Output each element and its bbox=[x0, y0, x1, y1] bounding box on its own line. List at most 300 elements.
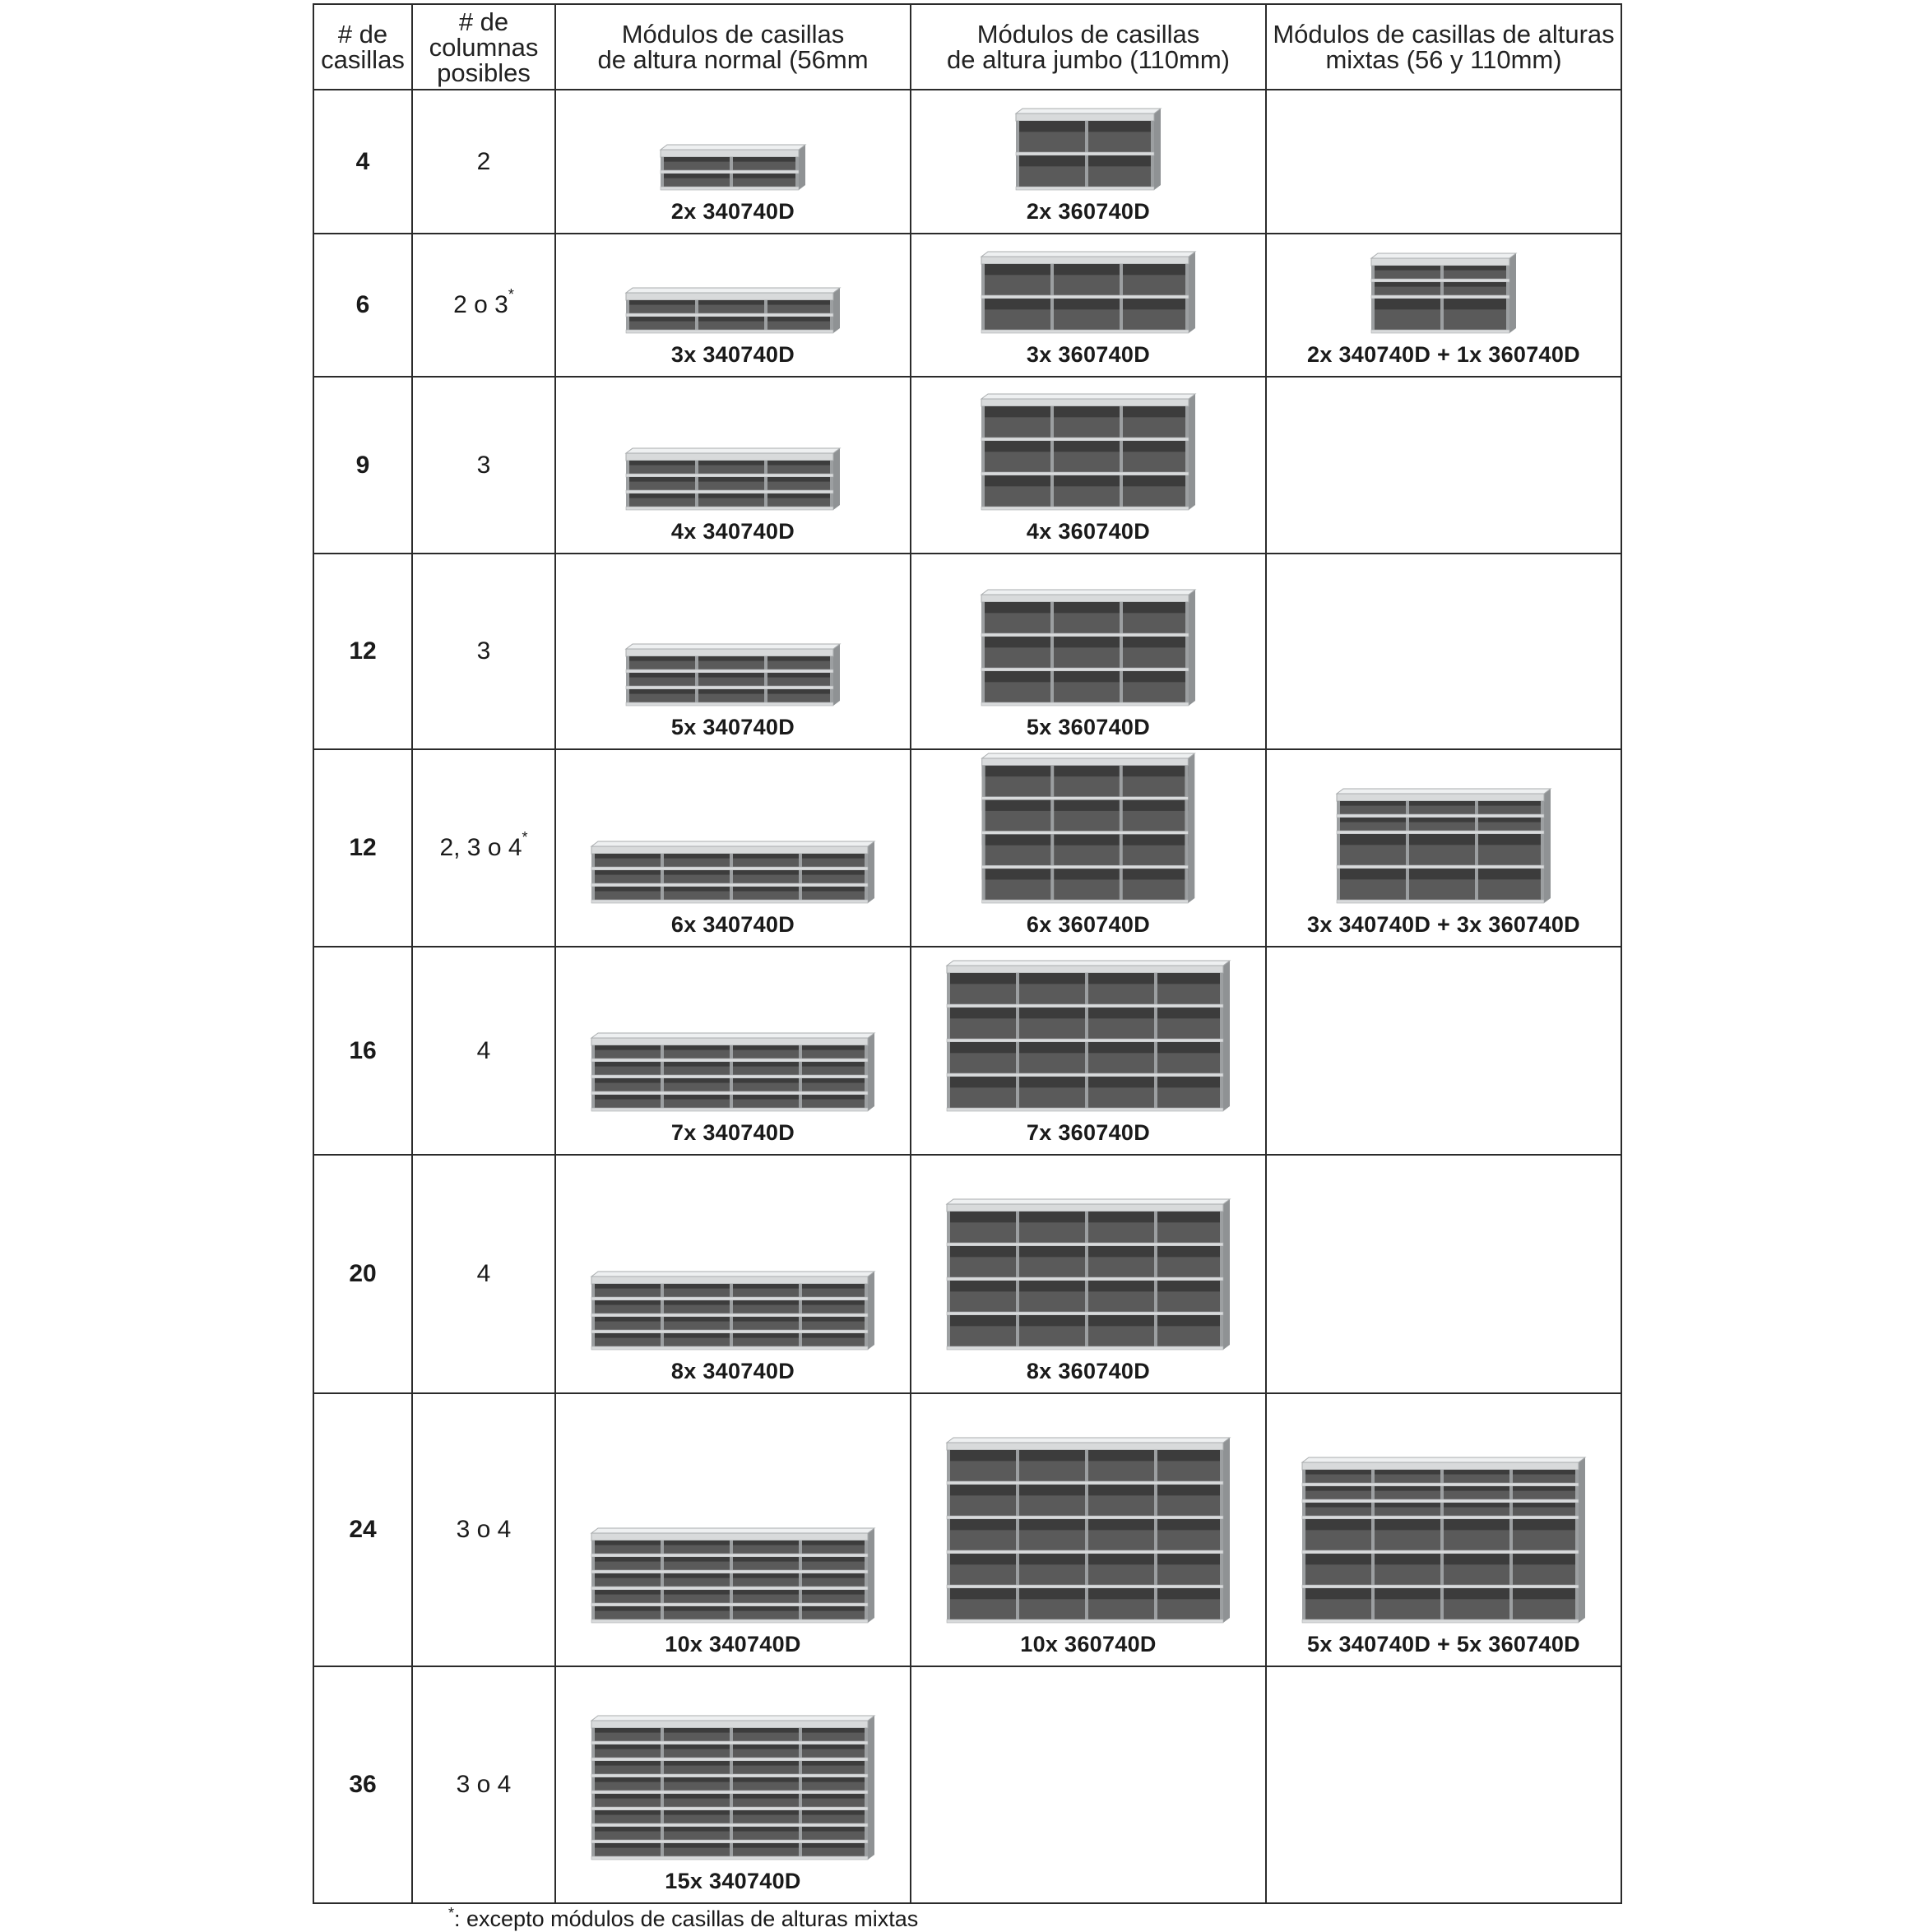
jumbo-r6-shelf bbox=[947, 1346, 1223, 1350]
jumbo-r4-tier-shadow-3 bbox=[982, 869, 1189, 879]
mixed-r7-shelf bbox=[1302, 1483, 1579, 1486]
normal-r8-divider bbox=[799, 1777, 802, 1791]
jumbo-r3-shelf bbox=[981, 702, 1189, 706]
normal-r8-divider bbox=[661, 1827, 664, 1840]
mixed-r7-divider bbox=[1575, 1588, 1579, 1619]
jumbo-r5-divider bbox=[1085, 1077, 1088, 1108]
jumbo-r1-divider bbox=[1185, 264, 1189, 295]
jumbo-r0-divider bbox=[1016, 121, 1019, 152]
normal-r1-divider bbox=[764, 317, 767, 330]
jumbo-r4-shelf bbox=[982, 831, 1189, 834]
mixed-r7-unit-illustration bbox=[1301, 1456, 1587, 1624]
normal-r3-divider bbox=[764, 689, 767, 702]
jumbo-r2-shelf bbox=[981, 472, 1189, 475]
mixed-r4-divider bbox=[1337, 834, 1340, 865]
normal-r8-divider bbox=[865, 1744, 868, 1758]
jumbo-r5-shelf bbox=[947, 1073, 1223, 1077]
jumbo-r7-divider bbox=[947, 1519, 950, 1550]
jumbo-r7-divider bbox=[1154, 1485, 1157, 1516]
jumbo-r7-shelf bbox=[947, 1481, 1223, 1485]
columnas-value: 4 bbox=[476, 1260, 491, 1287]
jumbo-r1-side-panel bbox=[1189, 252, 1195, 333]
jumbo-r0-lid-top bbox=[1016, 109, 1161, 114]
jumbo-r2-divider bbox=[1120, 475, 1123, 507]
jumbo-r3-divider bbox=[981, 671, 985, 702]
jumbo-r2-divider bbox=[1185, 406, 1189, 438]
mixed-r4-divider bbox=[1541, 801, 1544, 814]
normal-r7-divider bbox=[730, 1541, 733, 1554]
jumbo-r4-divider bbox=[1120, 834, 1123, 865]
columnas-value: 3 bbox=[476, 637, 491, 665]
normal-cell bbox=[555, 1155, 911, 1393]
jumbo-r2-divider bbox=[1120, 406, 1123, 438]
mixed-r1-shelf bbox=[1371, 330, 1509, 333]
normal-cell bbox=[555, 1393, 911, 1666]
jumbo-r5-divider bbox=[947, 973, 950, 1004]
jumbo-r1-divider bbox=[1120, 264, 1123, 295]
jumbo-r5-side-panel bbox=[1223, 961, 1230, 1111]
casillas-count: 16 bbox=[313, 947, 412, 1155]
mixed-r7-divider bbox=[1302, 1470, 1305, 1483]
jumbo-r4-divider bbox=[982, 834, 985, 865]
mixed-cell bbox=[1266, 749, 1621, 947]
jumbo-r2-lid-top bbox=[981, 394, 1195, 399]
jumbo-r5-divider bbox=[1016, 973, 1019, 1004]
columnas-value: 4 bbox=[476, 1036, 491, 1064]
normal-r6-divider bbox=[865, 1300, 868, 1313]
normal-r5-shelf bbox=[591, 1091, 868, 1095]
normal-r8-divider bbox=[799, 1761, 802, 1774]
normal-r7-divider bbox=[661, 1541, 664, 1554]
jumbo-r5-divider bbox=[1220, 1042, 1223, 1073]
normal-r8-divider bbox=[730, 1810, 733, 1823]
normal-r7-lid bbox=[591, 1533, 868, 1541]
normal-module-figure bbox=[556, 947, 910, 1154]
jumbo-module-label: 5x 360740D bbox=[1026, 715, 1151, 739]
normal-r8-divider bbox=[865, 1843, 868, 1856]
normal-r0-divider bbox=[730, 174, 733, 187]
normal-cell bbox=[555, 234, 911, 377]
normal-r6-shelf bbox=[591, 1297, 868, 1300]
normal-module-figure bbox=[556, 90, 910, 233]
jumbo-r5-divider bbox=[1220, 1077, 1223, 1108]
normal-r2-divider bbox=[626, 477, 629, 490]
jumbo-r7-divider bbox=[947, 1485, 950, 1516]
jumbo-r4-divider bbox=[1185, 834, 1188, 865]
jumbo-cell bbox=[911, 1393, 1266, 1666]
mixed-r7-divider bbox=[1440, 1486, 1444, 1499]
normal-r7-shelf bbox=[591, 1603, 868, 1606]
normal-r8-divider bbox=[865, 1777, 868, 1791]
normal-r2-divider bbox=[830, 461, 833, 474]
normal-r4-divider bbox=[799, 887, 802, 900]
mixed-module-label: 3x 340740D + 3x 360740D bbox=[1307, 912, 1580, 937]
normal-r5-divider bbox=[865, 1062, 868, 1075]
normal-r4-divider bbox=[591, 887, 595, 900]
normal-r5-lid-top bbox=[591, 1033, 874, 1038]
normal-r5-divider bbox=[661, 1078, 664, 1091]
mixed-r7-divider bbox=[1302, 1519, 1305, 1550]
normal-r0-shelf bbox=[661, 170, 799, 174]
normal-r7-unit-illustration bbox=[590, 1527, 876, 1624]
mixed-r7-divider bbox=[1440, 1503, 1444, 1516]
normal-r2-divider bbox=[764, 493, 767, 507]
normal-r6-divider bbox=[661, 1300, 664, 1313]
normal-r6-divider bbox=[591, 1333, 595, 1346]
normal-module-figure bbox=[556, 1394, 910, 1666]
mixed-r1-divider bbox=[1506, 266, 1509, 279]
normal-r6-unit-illustration bbox=[590, 1270, 876, 1351]
normal-r8-divider bbox=[591, 1777, 595, 1791]
jumbo-r2-lid bbox=[981, 399, 1189, 406]
normal-r0-divider bbox=[661, 157, 664, 170]
normal-r8-divider bbox=[661, 1777, 664, 1791]
jumbo-r6-divider bbox=[1154, 1281, 1157, 1312]
normal-r6-divider bbox=[661, 1333, 664, 1346]
normal-r6-divider bbox=[865, 1333, 868, 1346]
jumbo-r4-side-panel bbox=[1188, 753, 1194, 903]
normal-r0-divider bbox=[730, 157, 733, 170]
normal-cell bbox=[555, 749, 911, 947]
jumbo-module-figure bbox=[911, 554, 1265, 748]
normal-r8-divider bbox=[591, 1843, 595, 1856]
jumbo-r4-divider bbox=[1185, 766, 1188, 797]
jumbo-module-figure bbox=[911, 1156, 1265, 1392]
mixed-r4-divider bbox=[1541, 869, 1544, 900]
mixed-r1-divider bbox=[1506, 299, 1509, 330]
normal-r8-divider bbox=[865, 1728, 868, 1741]
jumbo-r7-shelf bbox=[947, 1585, 1223, 1588]
normal-r6-divider bbox=[730, 1300, 733, 1313]
normal-r0-lid bbox=[661, 150, 799, 157]
jumbo-r7-divider bbox=[1220, 1485, 1223, 1516]
jumbo-r6-shelf bbox=[947, 1312, 1223, 1315]
normal-r3-lid bbox=[626, 649, 833, 656]
jumbo-r0-divider bbox=[1151, 155, 1154, 187]
normal-r1-lid bbox=[626, 293, 833, 300]
normal-r5-shelf bbox=[591, 1059, 868, 1062]
normal-r2-tier-shadow-1 bbox=[626, 477, 833, 482]
casillas-count: 24 bbox=[313, 1393, 412, 1666]
mixed-r7-divider bbox=[1509, 1470, 1513, 1483]
jumbo-r1-shelf bbox=[981, 330, 1189, 333]
jumbo-r2-divider bbox=[1185, 475, 1189, 507]
casillas-count: 9 bbox=[313, 377, 412, 554]
header-row bbox=[313, 4, 1621, 90]
normal-r1-divider bbox=[764, 300, 767, 313]
normal-r1-tier-shadow-0 bbox=[626, 300, 833, 305]
jumbo-r6-divider bbox=[1220, 1315, 1223, 1346]
jumbo-r0-divider bbox=[1016, 155, 1019, 187]
normal-r6-divider bbox=[730, 1317, 733, 1330]
columnas-value: 2 o 3 bbox=[453, 291, 508, 318]
jumbo-r3-unit-illustration bbox=[980, 588, 1197, 707]
jumbo-r5-divider bbox=[947, 1008, 950, 1039]
mixed-r1-unit-illustration bbox=[1370, 252, 1518, 335]
normal-r6-shelf bbox=[591, 1313, 868, 1317]
normal-r7-divider bbox=[661, 1606, 664, 1619]
normal-r8-shelf bbox=[591, 1807, 868, 1810]
normal-r7-divider bbox=[799, 1557, 802, 1570]
normal-r7-divider bbox=[799, 1541, 802, 1554]
normal-r8-divider bbox=[730, 1794, 733, 1807]
jumbo-cell bbox=[911, 749, 1266, 947]
normal-r7-divider bbox=[865, 1541, 868, 1554]
jumbo-cell bbox=[911, 947, 1266, 1155]
normal-r0-lid-top bbox=[661, 145, 805, 150]
normal-r8-divider bbox=[661, 1728, 664, 1741]
jumbo-r0-shelf bbox=[1016, 187, 1154, 190]
normal-r5-divider bbox=[591, 1045, 595, 1059]
mixed-r7-shelf bbox=[1302, 1619, 1579, 1623]
jumbo-r6-lid-top bbox=[947, 1199, 1230, 1204]
jumbo-r5-divider bbox=[1154, 1042, 1157, 1073]
mixed-r4-lid bbox=[1337, 794, 1544, 801]
jumbo-r0-divider bbox=[1085, 121, 1088, 152]
mixed-r4-divider bbox=[1337, 818, 1340, 831]
normal-r4-divider bbox=[730, 887, 733, 900]
normal-r7-shelf bbox=[591, 1619, 868, 1623]
mixed-r4-divider bbox=[1406, 834, 1409, 865]
normal-r8-divider bbox=[591, 1761, 595, 1774]
mixed-r7-shelf bbox=[1302, 1550, 1579, 1554]
mixed-r4-unit-illustration bbox=[1335, 787, 1552, 905]
jumbo-r3-divider bbox=[981, 602, 985, 633]
normal-r7-shelf bbox=[591, 1587, 868, 1590]
jumbo-r1-divider bbox=[1050, 264, 1054, 295]
normal-r2-side-panel bbox=[833, 448, 840, 510]
jumbo-r7-divider bbox=[1220, 1450, 1223, 1481]
normal-module-label: 5x 340740D bbox=[670, 715, 795, 739]
normal-r5-divider bbox=[799, 1095, 802, 1108]
mixed-cell bbox=[1266, 947, 1621, 1155]
normal-r0-shelf bbox=[661, 187, 799, 190]
mixed-r7-divider bbox=[1440, 1519, 1444, 1550]
jumbo-r5-divider bbox=[1016, 1077, 1019, 1108]
normal-r5-divider bbox=[591, 1078, 595, 1091]
normal-r2-shelf bbox=[626, 474, 833, 477]
normal-r4-divider bbox=[865, 887, 868, 900]
normal-r8-shelf bbox=[591, 1856, 868, 1860]
casillas-count: 12 bbox=[313, 554, 412, 749]
normal-r2-divider bbox=[764, 461, 767, 474]
normal-r2-divider bbox=[695, 461, 698, 474]
normal-r3-divider bbox=[626, 673, 629, 686]
table-row bbox=[313, 377, 1621, 554]
normal-r8-lid bbox=[591, 1721, 868, 1728]
mixed-r1-lid-top bbox=[1371, 253, 1516, 258]
jumbo-r7-divider bbox=[1016, 1450, 1019, 1481]
jumbo-r4-tier-shadow-2 bbox=[982, 834, 1189, 845]
jumbo-r5-shelf bbox=[947, 1039, 1223, 1042]
jumbo-r4-divider bbox=[982, 766, 985, 797]
normal-r2-tier-shadow-0 bbox=[626, 461, 833, 466]
jumbo-r4-divider bbox=[1120, 766, 1123, 797]
normal-r3-divider bbox=[764, 656, 767, 669]
columnas-posibles bbox=[412, 90, 555, 234]
mixed-r1-divider bbox=[1371, 266, 1375, 279]
normal-r8-divider bbox=[730, 1761, 733, 1774]
jumbo-r1-divider bbox=[981, 264, 985, 295]
mixed-r7-divider bbox=[1575, 1554, 1579, 1585]
normal-r5-divider bbox=[730, 1045, 733, 1059]
jumbo-r2-divider bbox=[981, 475, 985, 507]
mixed-cell bbox=[1266, 1666, 1621, 1903]
jumbo-r4-divider bbox=[982, 869, 985, 900]
normal-r8-divider bbox=[661, 1761, 664, 1774]
jumbo-r1-divider bbox=[1185, 299, 1189, 330]
normal-r6-divider bbox=[865, 1284, 868, 1297]
normal-r7-divider bbox=[730, 1557, 733, 1570]
mixed-r1-divider bbox=[1440, 299, 1444, 330]
jumbo-r6-divider bbox=[1016, 1315, 1019, 1346]
normal-r8-divider bbox=[591, 1810, 595, 1823]
header-normal: Módulos de casillas de altura normal (56mm bbox=[555, 4, 911, 90]
jumbo-r7-divider bbox=[1154, 1554, 1157, 1585]
columnas-posibles bbox=[412, 234, 555, 377]
jumbo-r6-divider bbox=[1154, 1246, 1157, 1277]
jumbo-r6-divider bbox=[1016, 1281, 1019, 1312]
jumbo-r4-divider bbox=[1185, 800, 1188, 832]
normal-r8-divider bbox=[591, 1794, 595, 1807]
normal-r6-divider bbox=[661, 1317, 664, 1330]
normal-r7-divider bbox=[591, 1590, 595, 1603]
mixed-r7-divider bbox=[1575, 1486, 1579, 1499]
mixed-r7-divider bbox=[1440, 1470, 1444, 1483]
jumbo-r1-lid bbox=[981, 257, 1189, 264]
mixed-r7-divider bbox=[1302, 1588, 1305, 1619]
normal-r6-divider bbox=[865, 1317, 868, 1330]
jumbo-r1-lid-top bbox=[981, 252, 1195, 257]
jumbo-module-figure bbox=[911, 234, 1265, 376]
normal-r7-divider bbox=[799, 1606, 802, 1619]
jumbo-cell bbox=[911, 1666, 1266, 1903]
normal-r1-divider bbox=[626, 317, 629, 330]
normal-r7-divider bbox=[661, 1573, 664, 1587]
normal-r4-shelf bbox=[591, 883, 868, 887]
jumbo-r4-unit-illustration bbox=[981, 752, 1197, 905]
jumbo-r7-divider bbox=[1016, 1485, 1019, 1516]
table-row bbox=[313, 1155, 1621, 1393]
jumbo-module-figure bbox=[911, 378, 1265, 553]
jumbo-r0-shelf bbox=[1016, 152, 1154, 155]
normal-r0-divider bbox=[795, 174, 799, 187]
columnas-posibles bbox=[412, 1155, 555, 1393]
jumbo-r4-tier-shadow-1 bbox=[982, 800, 1189, 811]
jumbo-r2-tier-shadow-0 bbox=[981, 406, 1189, 417]
jumbo-r2-divider bbox=[1050, 475, 1054, 507]
jumbo-cell bbox=[911, 1155, 1266, 1393]
mixed-r4-divider bbox=[1541, 834, 1544, 865]
mixed-r4-divider bbox=[1475, 834, 1478, 865]
jumbo-r7-divider bbox=[1154, 1450, 1157, 1481]
normal-r7-divider bbox=[591, 1573, 595, 1587]
normal-r4-lid bbox=[591, 846, 868, 854]
jumbo-r7-divider bbox=[1220, 1554, 1223, 1585]
jumbo-r7-lid bbox=[947, 1443, 1223, 1450]
mixed-r1-divider bbox=[1506, 282, 1509, 295]
normal-r3-lid-top bbox=[626, 644, 840, 649]
normal-module-label: 3x 340740D bbox=[670, 342, 795, 367]
normal-r6-divider bbox=[591, 1284, 595, 1297]
normal-r5-divider bbox=[865, 1045, 868, 1059]
mixed-r7-divider bbox=[1371, 1519, 1375, 1550]
jumbo-r2-unit-illustration bbox=[980, 392, 1197, 512]
normal-r1-divider bbox=[626, 300, 629, 313]
normal-r4-divider bbox=[661, 887, 664, 900]
normal-r3-divider bbox=[695, 689, 698, 702]
normal-r8-divider bbox=[730, 1843, 733, 1856]
normal-r6-divider bbox=[799, 1300, 802, 1313]
normal-r7-divider bbox=[865, 1573, 868, 1587]
normal-r7-divider bbox=[661, 1590, 664, 1603]
normal-r8-divider bbox=[799, 1728, 802, 1741]
jumbo-r5-divider bbox=[1085, 1042, 1088, 1073]
mixed-cell bbox=[1266, 90, 1621, 234]
mixed-cell bbox=[1266, 554, 1621, 749]
jumbo-cell bbox=[911, 377, 1266, 554]
jumbo-r3-tier-shadow-0 bbox=[981, 602, 1189, 613]
mixed-r1-shelf bbox=[1371, 279, 1509, 282]
normal-r3-divider bbox=[626, 689, 629, 702]
normal-r5-shelf bbox=[591, 1075, 868, 1078]
jumbo-r3-tier-shadow-1 bbox=[981, 637, 1189, 647]
jumbo-r6-unit-illustration bbox=[945, 1198, 1231, 1351]
columnas-posibles bbox=[412, 1393, 555, 1666]
mixed-r4-divider bbox=[1406, 869, 1409, 900]
mixed-r4-shelf bbox=[1337, 865, 1544, 869]
normal-r8-divider bbox=[865, 1794, 868, 1807]
normal-r6-shelf bbox=[591, 1330, 868, 1333]
normal-r8-shelf bbox=[591, 1791, 868, 1794]
mixed-r7-shelf bbox=[1302, 1585, 1579, 1588]
normal-r8-divider bbox=[730, 1777, 733, 1791]
asterisk-mark: * bbox=[522, 829, 528, 846]
normal-r3-divider bbox=[830, 673, 833, 686]
normal-r2-divider bbox=[764, 477, 767, 490]
normal-r5-divider bbox=[730, 1078, 733, 1091]
normal-r7-divider bbox=[661, 1557, 664, 1570]
jumbo-r3-lid-top bbox=[981, 590, 1195, 595]
normal-module-figure bbox=[556, 1667, 910, 1902]
jumbo-r6-lid bbox=[947, 1204, 1223, 1212]
jumbo-r7-divider bbox=[1085, 1588, 1088, 1619]
normal-r1-divider bbox=[695, 317, 698, 330]
normal-r4-divider bbox=[799, 870, 802, 883]
jumbo-r3-side-panel bbox=[1189, 590, 1195, 706]
mixed-r4-tier-shadow-3 bbox=[1337, 869, 1544, 879]
normal-r5-lid bbox=[591, 1038, 868, 1045]
jumbo-r3-shelf bbox=[981, 668, 1189, 671]
normal-r8-divider bbox=[661, 1810, 664, 1823]
jumbo-r3-divider bbox=[1120, 602, 1123, 633]
jumbo-r6-divider bbox=[947, 1281, 950, 1312]
normal-r3-shelf bbox=[626, 669, 833, 673]
jumbo-r3-divider bbox=[1185, 637, 1189, 668]
jumbo-r6-shelf bbox=[947, 1243, 1223, 1246]
columnas-value: 3 o 4 bbox=[456, 1771, 512, 1798]
normal-r5-divider bbox=[591, 1095, 595, 1108]
normal-cell bbox=[555, 90, 911, 234]
normal-r7-lid-top bbox=[591, 1528, 874, 1533]
columnas-value: 2 bbox=[476, 147, 491, 175]
jumbo-r4-lid-top bbox=[982, 753, 1195, 758]
mixed-r1-shelf bbox=[1371, 295, 1509, 299]
casillas-count: 12 bbox=[313, 749, 412, 947]
normal-r8-divider bbox=[591, 1728, 595, 1741]
mixed-r7-shelf bbox=[1302, 1499, 1579, 1503]
normal-r6-divider bbox=[799, 1317, 802, 1330]
